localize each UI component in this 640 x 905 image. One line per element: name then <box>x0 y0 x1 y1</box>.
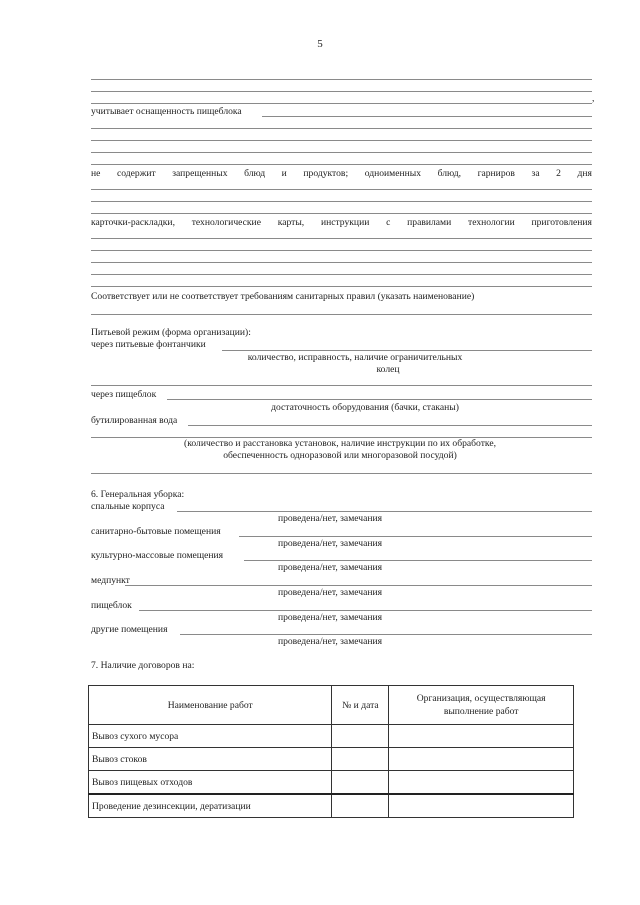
work-name-cell: Вывоз стоков <box>89 748 332 771</box>
cleaning-item-label: другие помещения <box>91 624 168 635</box>
blank-line <box>139 610 592 611</box>
cleaning-caption: проведена/нет, замечания <box>277 612 383 623</box>
date-cell[interactable] <box>332 725 389 748</box>
table-row <box>89 771 574 795</box>
blank-line <box>91 79 592 80</box>
date-cell[interactable] <box>332 794 389 818</box>
fountains-caption: количество, исправность, наличие ограничительных <box>247 352 463 363</box>
cleaning-item-label: пищеблок <box>91 600 132 611</box>
drinking-regime-title: Питьевой режим (форма организации): <box>91 327 251 338</box>
column-header: Наименование работ <box>89 686 332 725</box>
cleaning-item-label: спальные корпуса <box>91 501 165 512</box>
fountains-label: через питьевые фонтанчики <box>91 339 206 350</box>
blank-line <box>244 560 592 561</box>
blank-line <box>239 536 592 537</box>
cleaning-caption: проведена/нет, замечания <box>277 513 383 524</box>
kitchen-caption: достаточность оборудования (бачки, стаканы) <box>271 402 459 413</box>
contracts-table <box>88 685 574 818</box>
bottled-water-label: бутилированная вода <box>91 415 178 426</box>
comma: , <box>592 93 595 104</box>
table-header-row <box>89 686 574 725</box>
blank-line <box>91 250 592 251</box>
organization-cell[interactable] <box>389 794 574 818</box>
date-cell[interactable] <box>332 748 389 771</box>
blank-line <box>91 473 592 474</box>
blank-line <box>91 189 592 190</box>
forbidden-dishes-line: не содержит запрещенных блюд и продуктов; одноименных блюд, гарниров за 2 дня <box>91 168 592 179</box>
blank-line <box>91 238 592 239</box>
bottled-caption: обеспеченность одноразовой или многоразовой посудой) <box>223 450 457 461</box>
blank-line <box>125 585 592 586</box>
equipment-label: учитывает оснащенность пищеблока <box>91 106 242 117</box>
blank-line <box>91 262 592 263</box>
bottled-caption: (количество и расстановка установок, наличие инструкции по их обработке, <box>184 438 496 449</box>
fountains-caption: колец <box>376 364 400 375</box>
blank-line <box>180 634 592 635</box>
cleaning-item-label: санитарно-бытовые помещения <box>91 526 221 537</box>
tech-cards-line: карточки-раскладки, технологические карты, инструкции с правилами технологии приготовления <box>91 217 592 228</box>
blank-line <box>188 425 592 426</box>
blank-line <box>91 164 592 165</box>
blank-line <box>91 201 592 202</box>
blank-line <box>91 128 592 129</box>
cleaning-caption: проведена/нет, замечания <box>277 587 383 598</box>
organization-cell[interactable] <box>389 748 574 771</box>
blank-line <box>91 385 592 386</box>
blank-line <box>91 140 592 141</box>
cleaning-item-label: медпункт <box>91 575 130 586</box>
column-header: Организация, осуществляющая выполнение работ <box>389 686 574 725</box>
page-number: 5 <box>317 38 323 50</box>
column-header: № и дата <box>332 686 389 725</box>
contracts-title: 7. Наличие договоров на: <box>91 660 195 671</box>
compliance-label: Соответствует или не соответствует требованиям санитарных правил (указать наименование) <box>91 291 475 302</box>
work-name-cell: Вывоз сухого мусора <box>89 725 332 748</box>
table-row <box>89 748 574 771</box>
blank-line <box>91 91 592 92</box>
general-cleaning-title: 6. Генеральная уборка: <box>91 489 185 500</box>
blank-line <box>262 116 592 117</box>
work-name-cell: Вывоз пищевых отходов <box>89 771 332 795</box>
table-row <box>89 794 574 818</box>
blank-line <box>91 103 592 104</box>
cleaning-caption: проведена/нет, замечания <box>277 562 383 573</box>
via-kitchen-label: через пищеблок <box>91 389 157 400</box>
blank-line <box>91 213 592 214</box>
blank-line <box>91 152 592 153</box>
organization-cell[interactable] <box>389 725 574 748</box>
blank-line <box>177 511 592 512</box>
cleaning-item-label: культурно-массовые помещения <box>91 550 224 561</box>
work-name-cell: Проведение дезинсекции, дератизации <box>89 794 332 818</box>
blank-line <box>167 399 592 400</box>
organization-cell[interactable] <box>389 771 574 795</box>
cleaning-caption: проведена/нет, замечания <box>277 636 383 647</box>
cleaning-caption: проведена/нет, замечания <box>277 538 383 549</box>
blank-line <box>91 274 592 275</box>
date-cell[interactable] <box>332 771 389 795</box>
blank-line <box>91 314 592 315</box>
blank-line <box>91 286 592 287</box>
table-row <box>89 725 574 748</box>
blank-line <box>222 350 592 351</box>
